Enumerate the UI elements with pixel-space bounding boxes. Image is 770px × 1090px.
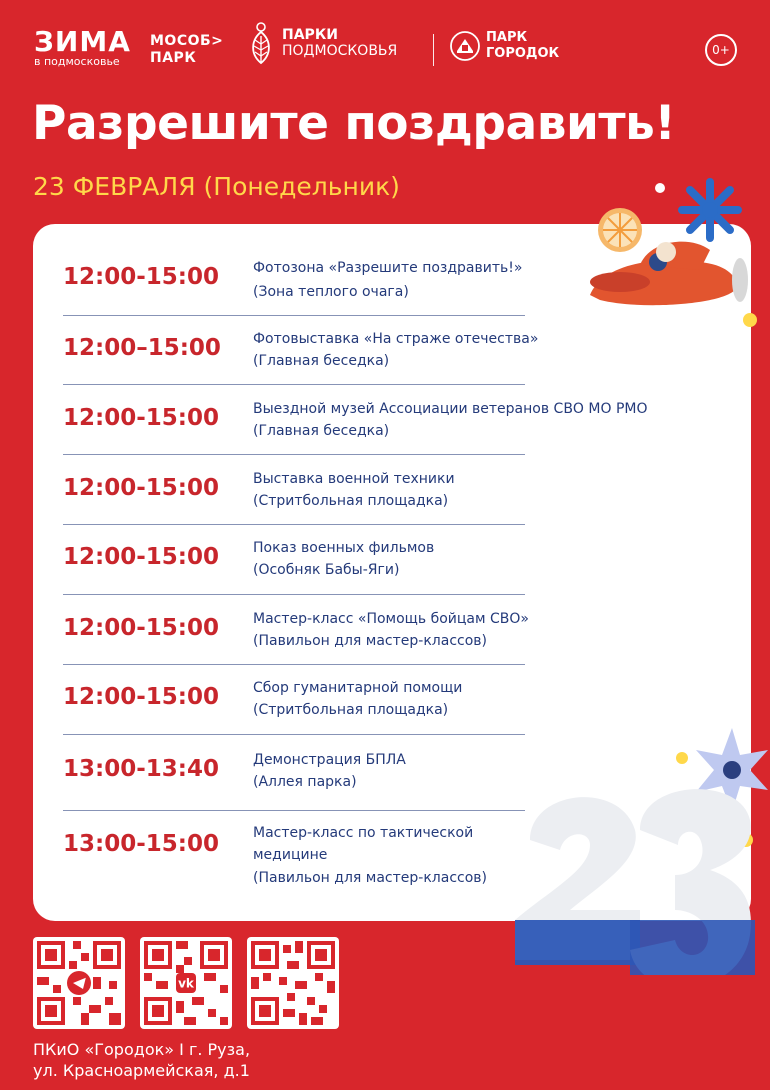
schedule-place: (Павильон для мастер-классов) [253,633,487,649]
schedule-time: 12:00-15:00 [63,615,219,641]
schedule-title: Фотозона «Разрешите поздравить!» [253,260,523,276]
parki-logo-line1: ПАРКИ [282,27,338,43]
row-divider [63,384,525,385]
qr-code-pattern [140,937,232,1029]
schedule-title: Показ военных фильмов [253,540,435,556]
row-divider [63,810,525,811]
svg-text:vk: vk [178,976,194,991]
schedule-time: 13:00-13:40 [63,756,219,782]
schedule-title: Выставка военной техники [253,471,455,487]
event-date: 23 ФЕВРАЛЯ (Понедельник) [33,172,400,201]
parki-logo-line2: ПОДМОСКОВЬЯ [282,43,398,59]
schedule-place: (Аллея парка) [253,774,357,790]
schedule-place: (Стритбольная площадка) [253,493,449,509]
schedule-time: 12:00-15:00 [63,264,219,290]
row-divider [63,454,525,455]
address-line2: ул. Красноармейская, д.1 [33,1061,250,1080]
big-number-text: 23 [510,720,512,721]
schedule-time: 12:00-15:00 [63,684,219,710]
gorodok-logo-line1: ПАРК [486,30,528,45]
mosobpark-logo-line2: ПАРК [150,50,197,66]
schedule-time: 13:00-15:00 [63,831,219,857]
airplane-decoration [580,170,770,330]
zima-logo [34,25,131,68]
qr-code-pattern [33,937,125,1029]
page-title: Разрешите поздравить! [32,96,676,151]
schedule-place: (Павильон для мастер-классов) [253,870,487,886]
mosobpark-logo-line1: МОСОБ> [150,33,224,49]
qr-code-pattern [247,937,339,1029]
parki-podmoskovya-logo [246,20,397,66]
schedule-time: 12:00-15:00 [63,405,219,431]
schedule-place: (Главная беседка) [253,353,390,369]
schedule-place: (Главная беседка) [253,423,390,439]
schedule-title-continued: медицине [253,847,328,863]
row-divider [63,664,525,665]
row-divider [63,594,525,595]
schedule-time: 12:00-15:00 [63,475,219,501]
schedule-time: 12:00-15:00 [63,544,219,570]
schedule-title: Сбор гуманитарной помощи [253,680,463,696]
schedule-place: (Стритбольная площадка) [253,702,449,718]
zima-logo-title: ЗИМА [34,25,131,58]
schedule-title: Демонстрация БПЛА [253,752,406,768]
address-line1: ПКиО «Городок» I г. Руза, [33,1040,251,1059]
qr-code-plain[interactable] [247,937,339,1029]
schedule-title: Мастер-класс «Помощь бойцам СВО» [253,611,529,627]
schedule-place: (Особняк Бабы-Яги) [253,562,400,578]
building-emblem-icon [450,31,480,61]
schedule-title: Фотовыставка «На страже отечества» [253,331,539,347]
number-23-decoration [510,720,770,1090]
row-divider [63,734,525,735]
header-divider [433,34,434,66]
mosobpark-logo [150,33,223,67]
leaf-emblem-icon [246,20,276,66]
age-rating-badge: 0+ [705,34,737,66]
zima-logo-subtitle: в подмосковье [34,55,120,68]
qr-code-telegram[interactable] [33,937,125,1029]
row-divider [63,524,525,525]
row-divider [63,315,525,316]
schedule-place: (Зона теплого очага) [253,284,409,300]
park-gorodok-logo [450,30,559,62]
venue-address [33,1039,250,1081]
schedule-title: Мастер-класс по тактической [253,825,474,841]
gorodok-logo-line2: ГОРОДОК [486,46,560,61]
qr-code-vk[interactable] [140,937,232,1029]
schedule-title: Выездной музей Ассоциации ветеранов СВО МО РМО [253,401,648,417]
schedule-time: 12:00–15:00 [63,335,221,361]
